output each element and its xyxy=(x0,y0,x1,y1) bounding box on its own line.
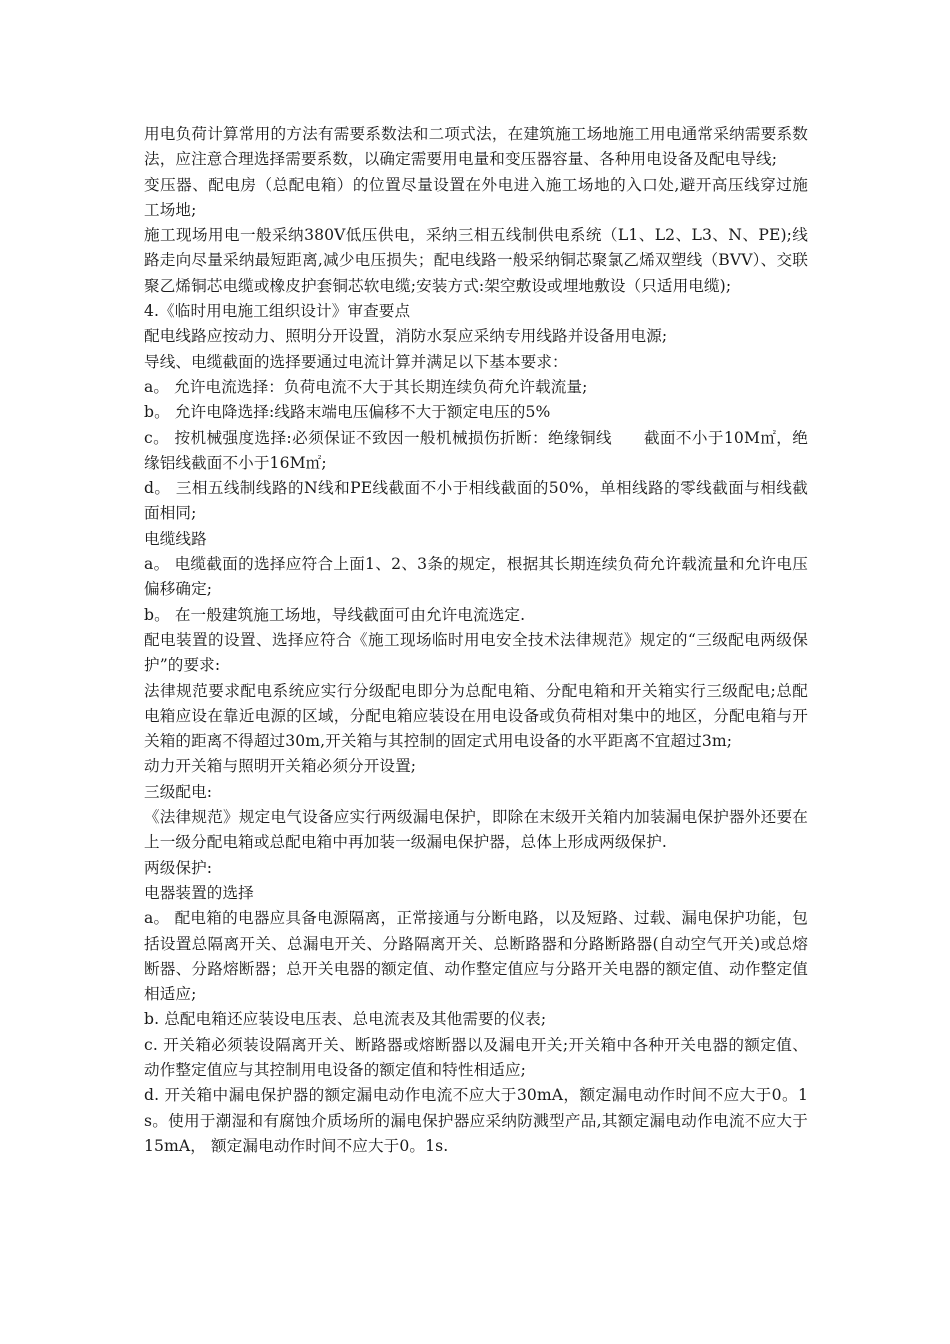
list-item-main-box-meters: b. 总配电箱还应装设电压表、总电流表及其他需要的仪表; xyxy=(144,1010,547,1029)
list-item-neutral-pe-section: d。 三相五线制线路的N线和PE线截面不小于相线截面的50%，单相线路的零线截面与相线截面相同; xyxy=(144,479,808,523)
paragraph-transformer-location: 变压器、配电房（总配电箱）的位置尽量设置在外电进入施工场地的入口处,避开高压线穿过施工场地; xyxy=(144,175,808,219)
subheading-cable-lines: 电缆线路 xyxy=(144,529,207,548)
paragraph-load-calculation: 用电负荷计算常用的方法有需要系数法和二项式法，在建筑施工场地施工用电通常采纳需要系数法，应注意合理选择需要系数，以确定需要用电量和变压器容量、各种用电设备及配电导线; xyxy=(144,125,808,169)
paragraph-cross-section-requirements: 导线、电缆截面的选择要通过电流计算并满足以下基本要求： xyxy=(144,352,568,371)
list-item-current-selection: a。 允许电流选择：负荷电流不大于其长期连续负荷允许载流量; xyxy=(144,377,588,396)
list-item-leakage-protector-rating: d. 开关箱中漏电保护器的额定漏电动作电流不应大于30mA，额定漏电动作时间不应大于0。1s。使用于潮湿和有腐蚀介质场所的漏电保护器应采纳防溅型产品,其额定漏电动作电流不应大于15mA， 额定漏电动作时间不应大于0。1s. xyxy=(144,1086,808,1155)
paragraph-separate-switch-boxes: 动力开关箱与照明开关箱必须分开设置; xyxy=(144,757,417,776)
list-item-switch-box-devices: c. 开关箱必须装设隔离开关、断路器或熔断器以及漏电开关;开关箱中各种开关电器的额定值、动作整定值应与其控制用电设备的额定值和特性相适应; xyxy=(144,1035,808,1079)
paragraph-line-separation: 配电线路应按动力、照明分开设置，消防水泵应采纳专用线路并设备用电源; xyxy=(144,327,668,346)
document-page xyxy=(144,122,808,1159)
paragraph-two-level-leakage-protection: 《法律规范》规定电气设备应实行两级漏电保护，即除在末级开关箱内加装漏电保护器外还要在上一级分配电箱或总配电箱中再加装一级漏电保护器，总体上形成两级保护. xyxy=(144,808,808,852)
section-heading-review-points: 4.《临时用电施工组织设计》审查要点 xyxy=(144,302,411,321)
list-item-voltage-drop: b。 允许电降选择:线路末端电压偏移不大于额定电压的5% xyxy=(144,403,551,422)
list-item-mechanical-strength: c。 按机械强度选择:必须保证不致因一般机械损伤折断：绝缘铜线 截面不小于10M㎡，绝缘铝线截面不小于16M㎡; xyxy=(144,428,808,472)
list-item-distribution-box-devices: a。 配电箱的电器应具备电源隔离，正常接通与分断电路，以及短路、过载、漏电保护功能，包括设置总隔离开关、总漏电开关、分路隔离开关、总断路器和分路断路器(自动空气开关)或总熔断器、分路熔断器；总开关电器的额定值、动作整定值应与分路开关电器的额定值、动作整定值相适应; xyxy=(144,909,808,1004)
list-item-cable-section: a。 电缆截面的选择应符合上面1、2、3条的规定，根据其长期连续负荷允许载流量和允许电压偏移确定; xyxy=(144,555,808,599)
list-item-conductor-section: b。 在一般建筑施工场地，导线截面可由允许电流选定. xyxy=(144,605,526,624)
paragraph-distribution-device-requirements: 配电装置的设置、选择应符合《施工现场临时用电安全技术法律规范》规定的“三级配电两级保护”的要求: xyxy=(144,630,808,675)
paragraph-three-level-distribution-rules: 法律规范要求配电系统应实行分级配电即分为总配电箱、分配电箱和开关箱实行三级配电;总配电箱应设在靠近电源的区域，分配电箱应装设在用电设备或负荷相对集中的地区，分配电箱与开关箱的距离不得超过30m,开关箱与其控制的固定式用电设备的水平距离不宜超过3m; xyxy=(144,681,808,751)
subheading-electrical-device-selection: 电器装置的选择 xyxy=(144,883,254,902)
subheading-two-level-protection: 两级保护: xyxy=(144,858,213,877)
paragraph-power-supply-system: 施工现场用电一般采纳380V低压供电，采纳三相五线制供电系统（L1、L2、L3、N、PE);线路走向尽量采纳最短距离,减少电压损失；配电线路一般采纳铜芯聚氯乙烯双塑线（BVV）、交联聚乙烯铜芯电缆或橡皮护套铜芯软电缆;安装方式:架空敷设或埋地敷设（只适用电缆); xyxy=(144,226,808,295)
subheading-three-level-distribution: 三级配电: xyxy=(144,782,213,801)
